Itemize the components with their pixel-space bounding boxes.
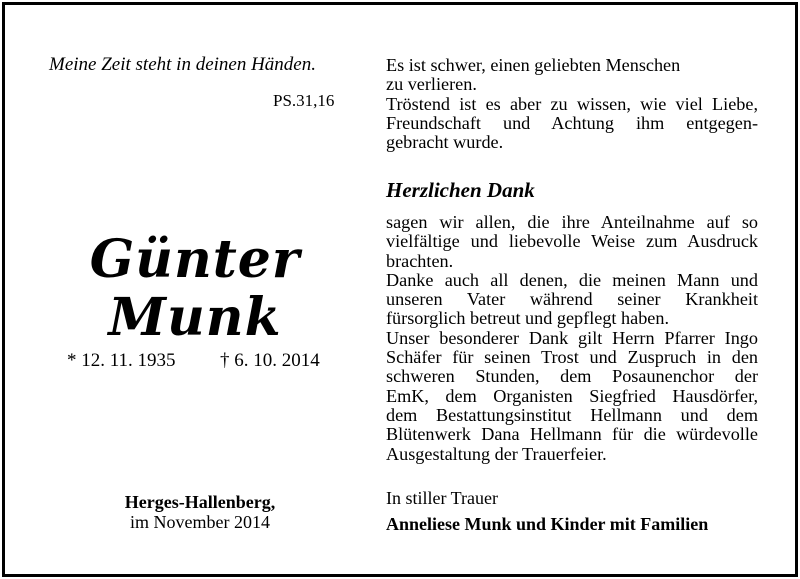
date-line: im November 2014	[130, 512, 270, 532]
place: Herges-Hallenberg,	[124, 492, 276, 512]
thanks-line: EmK, dem Organisten Siegfried Hausdörfer,	[386, 386, 758, 406]
thanks-line: schweren Stunden, dem Posaunenchor der	[386, 367, 758, 387]
thanks-line: Unser besonderer Dank gilt Herrn Pfarrer Ingo	[386, 328, 758, 348]
thanks-line: fürsorglich betreut und gepflegt haben.	[386, 308, 669, 329]
thanks-line: Danke auch all denen, die meinen Mann und	[386, 270, 758, 290]
birth-date: * 12. 11. 1935	[67, 350, 176, 371]
family-name: Munk	[108, 287, 282, 348]
thanks-line: dem Bestattungsinstitut Hellmann und dem	[386, 405, 758, 425]
thanks-text	[386, 213, 758, 464]
intro-line: Tröstend ist es aber zu wissen, wie viel Liebe,	[386, 94, 758, 114]
death-date: † 6. 10. 2014	[220, 350, 320, 371]
intro-line: Freundschaft und Achtung ihm entgegen-	[386, 113, 758, 133]
obituary-card	[2, 2, 798, 577]
thanks-line: Ausgestaltung der Trauerfeier.	[386, 443, 607, 464]
thanks-line: unseren Vater während seiner Krankheit	[386, 290, 758, 310]
bible-reference: PS.31,16	[273, 91, 335, 110]
signatories: Anneliese Munk und Kinder mit Familien	[386, 514, 709, 534]
intro-text	[386, 56, 758, 152]
intro-line: Es ist schwer, einen geliebten Menschen	[386, 55, 681, 75]
thanks-heading: Herzlichen Dank	[386, 178, 535, 202]
thanks-line: vielfältige und liebevolle Weise zum Ausdruck	[386, 232, 758, 252]
thanks-line: Blütenwerk Dana Hellmann für die würdevolle	[386, 425, 758, 445]
thanks-line: brachten.	[386, 250, 454, 271]
given-name: Günter	[89, 229, 301, 290]
bible-quote: Meine Zeit steht in deinen Händen.	[49, 54, 316, 75]
closing-phrase: In stiller Trauer	[386, 488, 498, 508]
thanks-line: sagen wir allen, die ihre Anteilnahme auf so	[386, 213, 758, 232]
intro-line: gebracht wurde.	[386, 132, 504, 153]
intro-line: zu verlieren.	[386, 74, 477, 95]
thanks-line: Schäfer für seinen Trost und Zuspruch in den	[386, 348, 758, 368]
